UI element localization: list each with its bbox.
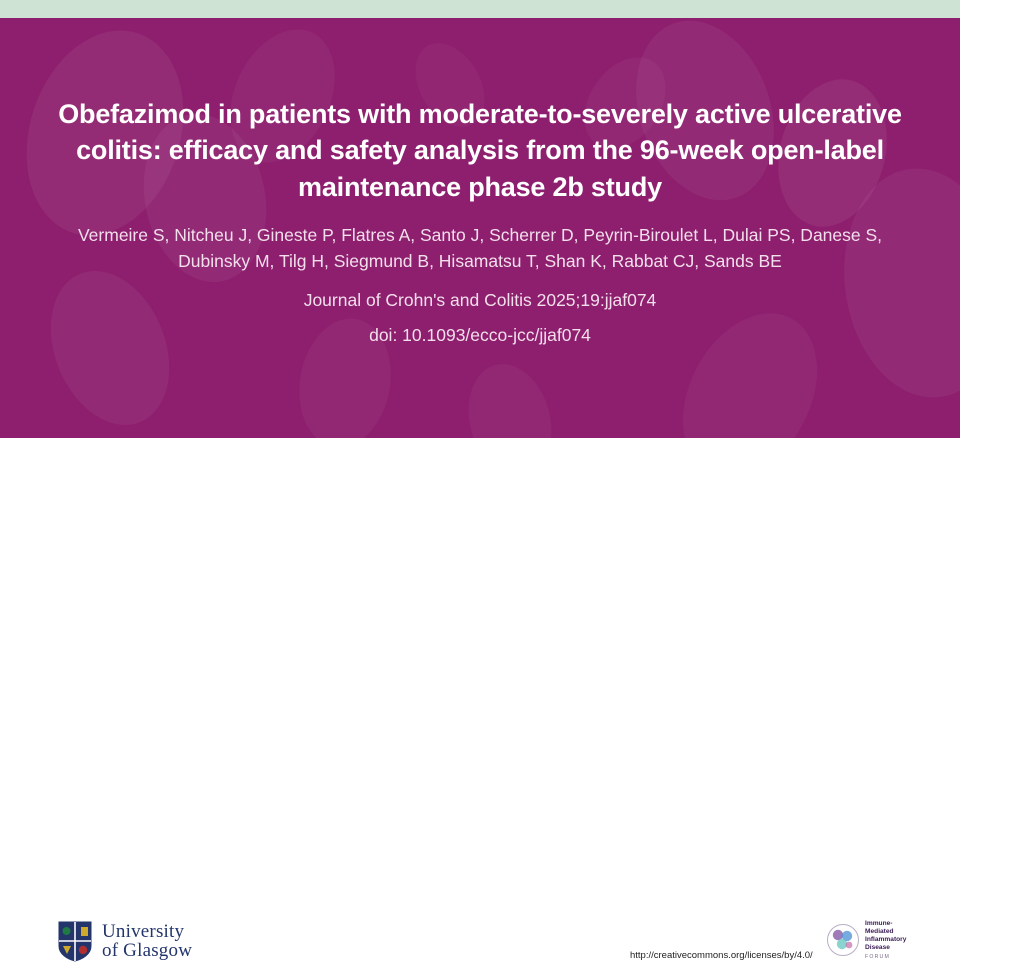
imid-emblem-icon xyxy=(826,923,860,957)
journal-citation: Journal of Crohn's and Colitis 2025;19:jjaf074 xyxy=(303,290,657,311)
title-banner xyxy=(0,18,960,438)
imid-wordmark xyxy=(865,920,918,960)
imid-line3: FORUM xyxy=(865,953,891,960)
imid-forum-logo xyxy=(826,910,918,970)
top-accent-strip xyxy=(0,0,960,18)
author-list: Vermeire S, Nitcheu J, Gineste P, Flatres A, Santo J, Scherrer D, Peyrin-Biroulet L, Dulai PS, Danese S, Dubinsky M, Tilg H, Siegmund B, Hisamatsu T, Shan K, Rabbat CJ, Sands BE xyxy=(77,225,883,271)
imid-line2: Inflammatory Disease xyxy=(865,936,907,952)
slide-footer xyxy=(0,438,960,961)
university-wordmark xyxy=(102,922,192,960)
university-line1: University xyxy=(102,921,185,942)
imid-line1: Immune-Mediated xyxy=(865,919,894,936)
university-of-glasgow-logo xyxy=(56,920,192,962)
doi-text: doi: 10.1093/ecco-jcc/jjaf074 xyxy=(369,325,591,346)
page-title: Obefazimod in patients with moderate-to-severely active ulcerative colitis: efficacy and safety analysis from the 96-week open-label maintenance phase 2b study xyxy=(58,99,902,202)
glasgow-crest-icon xyxy=(56,920,94,962)
title-block xyxy=(30,18,930,346)
creative-commons-license-link[interactable]: http://creativecommons.org/licenses/by/4.0/ xyxy=(630,950,813,961)
university-line2: of Glasgow xyxy=(102,940,193,961)
